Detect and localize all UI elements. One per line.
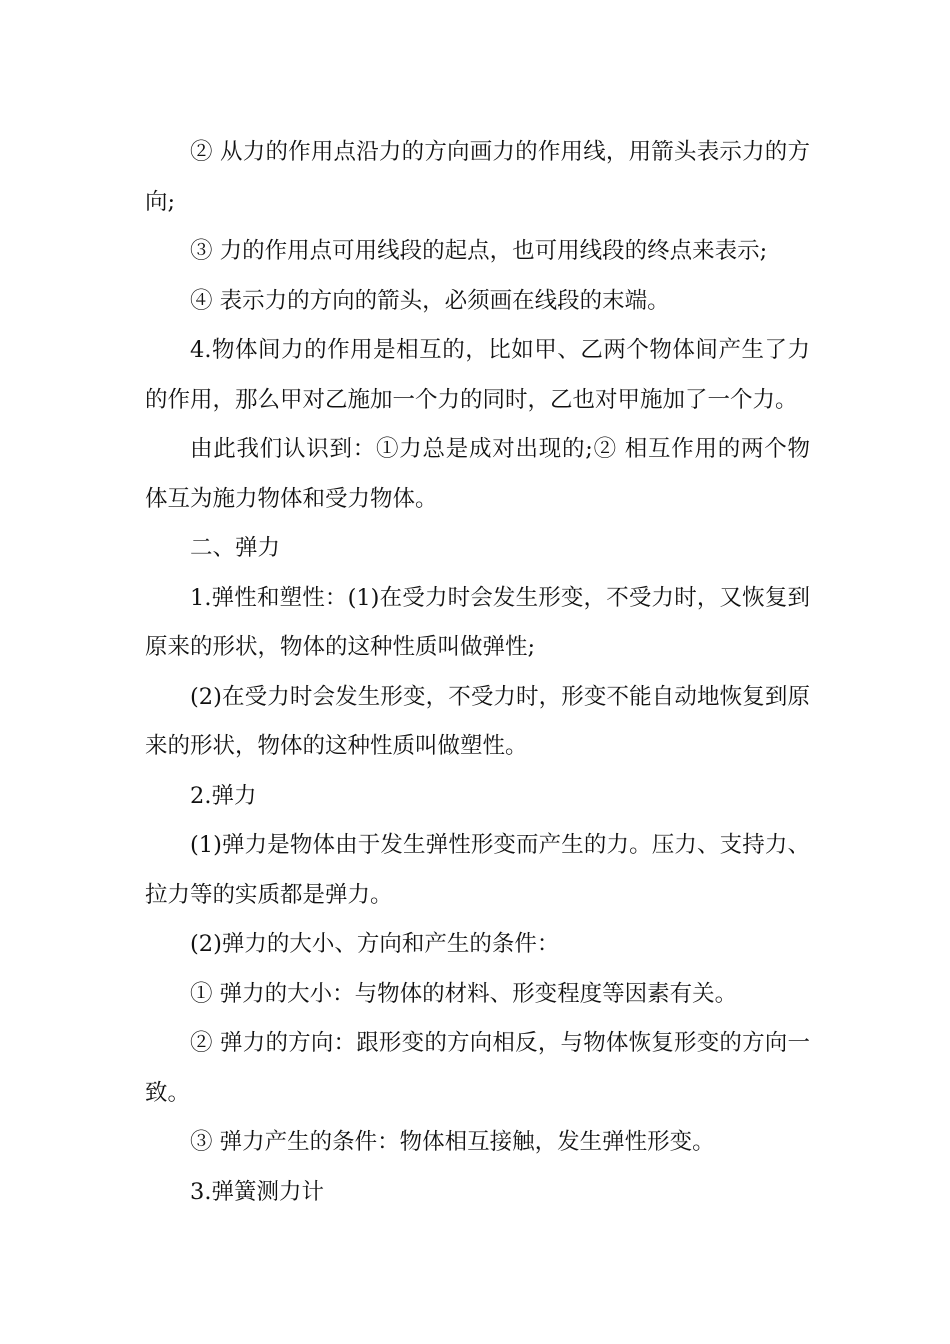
- paragraph-mutual-force: 4.物体间力的作用是相互的，比如甲、乙两个物体间产生了力的作用，那么甲对乙施加一个力的同时，乙也对甲施加了一个力。: [145, 337, 810, 413]
- paragraph-force-diagram-step-4: ④ 表示力的方向的箭头，必须画在线段的末端。: [190, 287, 670, 314]
- subheading-elastic-force: 2.弹力: [190, 782, 257, 809]
- paragraph-elasticity: 1.弹性和塑性：(1)在受力时会发生形变，不受力时，又恢复到原来的形状，物体的这种性质叫做弹性;: [145, 584, 810, 660]
- paragraph-elastic-force-magnitude: ① 弹力的大小：与物体的材料、形变程度等因素有关。: [190, 980, 738, 1007]
- paragraph-conclusion: 由此我们认识到：①力总是成对出现的;② 相互作用的两个物体互为施力物体和受力物体。: [145, 436, 810, 512]
- document-body: [145, 128, 810, 1217]
- paragraph-force-diagram-step-3: ③ 力的作用点可用线段的起点，也可用线段的终点来表示;: [190, 238, 768, 264]
- paragraph-elastic-force-definition: (1)弹力是物体由于发生弹性形变而产生的力。压力、支持力、拉力等的实质都是弹力。: [145, 832, 810, 908]
- paragraph-elastic-force-direction: ② 弹力的方向：跟形变的方向相反，与物体恢复形变的方向一致。: [145, 1030, 810, 1106]
- section-heading-elastic-force: 二、弹力: [190, 535, 281, 561]
- paragraph-force-diagram-step-2: ② 从力的作用点沿力的方向画力的作用线，用箭头表示力的方向;: [145, 139, 810, 215]
- subheading-spring-scale: 3.弹簧测力计: [190, 1178, 324, 1205]
- paragraph-elastic-force-conditions: (2)弹力的大小、方向和产生的条件：: [190, 931, 560, 957]
- paragraph-elastic-force-origin: ③ 弹力产生的条件：物体相互接触，发生弹性形变。: [190, 1129, 715, 1155]
- paragraph-plasticity: (2)在受力时会发生形变，不受力时，形变不能自动地恢复到原来的形状，物体的这种性质叫做塑性。: [145, 683, 810, 759]
